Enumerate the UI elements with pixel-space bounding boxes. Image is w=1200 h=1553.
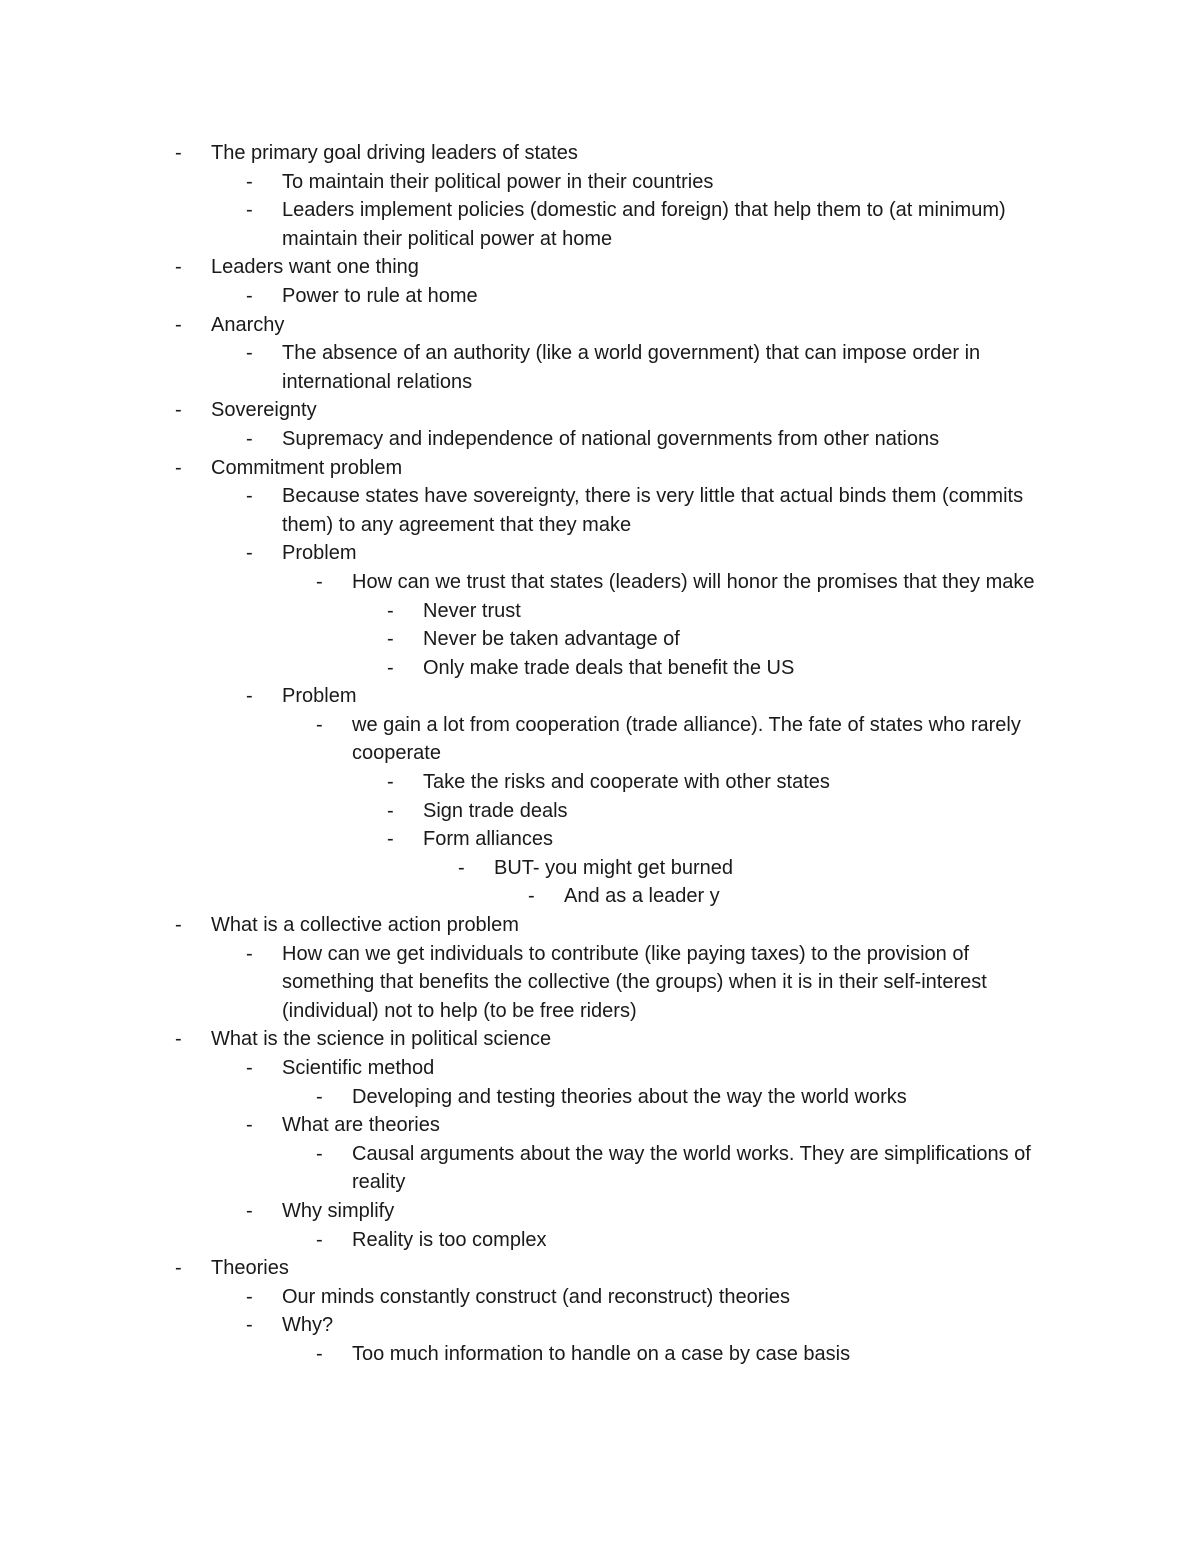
- list-item-text: Problem: [282, 685, 357, 708]
- bullet-dash-icon: -: [246, 1285, 253, 1308]
- bullet-dash-icon: -: [316, 1342, 323, 1365]
- list-item-text: Leaders want one thing: [211, 256, 419, 279]
- list-item: [0, 139, 1200, 168]
- bullet-dash-icon: -: [316, 713, 323, 736]
- bullet-dash-icon: -: [175, 256, 182, 279]
- list-item-text: The absence of an authority (like a world government) that can impose order in international relations: [282, 342, 981, 393]
- bullet-dash-icon: -: [246, 1199, 253, 1222]
- list-item: [0, 1025, 1200, 1054]
- bullet-dash-icon: -: [387, 656, 394, 679]
- bullet-dash-icon: -: [175, 1257, 182, 1280]
- bullet-dash-icon: -: [387, 628, 394, 651]
- list-item: [0, 654, 1200, 683]
- list-item-text: BUT- you might get burned: [494, 856, 734, 879]
- bullet-dash-icon: -: [316, 1085, 323, 1108]
- list-item-text: Take the risks and cooperate with other states: [423, 771, 830, 794]
- bullet-dash-icon: -: [175, 142, 182, 164]
- bullet-dash-icon: -: [316, 1228, 323, 1251]
- list-item-text: What are theories: [282, 1114, 440, 1137]
- list-item: [0, 311, 1200, 340]
- list-item-text: Only make trade deals that benefit the US: [423, 656, 795, 679]
- list-item-text: Anarchy: [211, 313, 285, 336]
- list-item: [0, 1140, 1200, 1197]
- list-item: [0, 1283, 1200, 1312]
- list-item-text: Never trust: [423, 599, 521, 622]
- bullet-dash-icon: -: [316, 1142, 323, 1165]
- bullet-dash-icon: -: [246, 1057, 253, 1079]
- list-item: [0, 1197, 1200, 1226]
- bullet-dash-icon: -: [246, 542, 253, 565]
- list-item: [0, 711, 1200, 768]
- list-item-text: Supremacy and independence of national governments from other nations: [282, 427, 940, 450]
- bullet-dash-icon: -: [246, 942, 253, 965]
- bullet-dash-icon: -: [387, 799, 394, 822]
- bullet-dash-icon: -: [175, 399, 182, 422]
- list-item-text: What is the science in political science: [211, 1028, 552, 1051]
- list-item-text: What is a collective action problem: [211, 914, 519, 937]
- list-item-text: Never be taken advantage of: [423, 628, 680, 651]
- list-item: [0, 1054, 1200, 1083]
- list-item: [0, 396, 1200, 425]
- list-item: [0, 1083, 1200, 1112]
- list-item: [0, 1254, 1200, 1283]
- list-item: [0, 911, 1200, 940]
- bullet-dash-icon: -: [246, 485, 253, 508]
- list-item-text: Why?: [282, 1314, 334, 1337]
- bullet-dash-icon: -: [246, 284, 253, 307]
- list-item-text: How can we trust that states (leaders) will honor the promises that they make: [352, 570, 1035, 593]
- bullet-dash-icon: -: [387, 828, 394, 851]
- list-item: [0, 425, 1200, 454]
- list-item-text: Leaders implement policies (domestic and foreign) that help them to (at minimum) maintain their political power at home: [282, 199, 1006, 250]
- bullet-outline: [0, 139, 1200, 1369]
- bullet-dash-icon: -: [175, 1028, 182, 1051]
- bullet-dash-icon: -: [246, 342, 253, 365]
- list-item-text: Scientific method: [282, 1057, 435, 1079]
- list-item: [0, 682, 1200, 711]
- list-item-text: The primary goal driving leaders of states: [211, 142, 578, 164]
- list-item-text: And as a leader y: [564, 885, 720, 908]
- list-item: [0, 597, 1200, 626]
- list-item: [0, 825, 1200, 854]
- bullet-dash-icon: -: [175, 456, 182, 479]
- bullet-dash-icon: -: [458, 856, 465, 879]
- list-item: [0, 1340, 1200, 1369]
- list-item: [0, 625, 1200, 654]
- list-item-text: Why simplify: [282, 1199, 395, 1222]
- bullet-dash-icon: -: [246, 1314, 253, 1337]
- list-item: [0, 1111, 1200, 1140]
- list-item: [0, 854, 1200, 883]
- list-item: [0, 568, 1200, 597]
- bullet-dash-icon: -: [175, 914, 182, 937]
- list-item: [0, 282, 1200, 311]
- bullet-dash-icon: -: [387, 599, 394, 622]
- list-item: [0, 253, 1200, 282]
- list-item: [0, 196, 1200, 253]
- list-item: [0, 168, 1200, 197]
- list-item: [0, 797, 1200, 826]
- list-item: [0, 1226, 1200, 1255]
- list-item-text: we gain a lot from cooperation (trade alliance). The fate of states who rarely cooperate: [352, 713, 1021, 765]
- list-item-text: Problem: [282, 542, 357, 565]
- list-item-text: Commitment problem: [211, 456, 403, 479]
- list-item: [0, 482, 1200, 539]
- bullet-dash-icon: -: [246, 170, 253, 193]
- list-item-text: Too much information to handle on a case by case basis: [352, 1342, 851, 1365]
- list-item-text: Causal arguments about the way the world works. They are simplifications of reality: [352, 1142, 1031, 1194]
- bullet-dash-icon: -: [387, 771, 394, 794]
- list-item: [0, 882, 1200, 911]
- bullet-dash-icon: -: [246, 199, 253, 222]
- list-item-text: Sovereignty: [211, 399, 317, 422]
- list-item-text: Developing and testing theories about the way the world works: [352, 1085, 907, 1108]
- list-item-text: Because states have sovereignty, there is very little that actual binds them (commits them) to any agreement that they make: [282, 485, 1024, 536]
- list-item-text: Form alliances: [423, 828, 554, 851]
- bullet-dash-icon: -: [175, 313, 182, 336]
- list-item-text: Sign trade deals: [423, 799, 568, 822]
- list-item: [0, 768, 1200, 797]
- list-item-text: Reality is too complex: [352, 1228, 547, 1251]
- list-item: [0, 339, 1200, 396]
- bullet-dash-icon: -: [246, 427, 253, 450]
- list-item-text: Power to rule at home: [282, 284, 478, 307]
- bullet-dash-icon: -: [316, 570, 323, 593]
- list-item: [0, 454, 1200, 483]
- list-item-text: Theories: [211, 1257, 289, 1280]
- bullet-dash-icon: -: [246, 685, 253, 708]
- list-item-text: To maintain their political power in their countries: [282, 170, 714, 193]
- bullet-dash-icon: -: [246, 1114, 253, 1137]
- list-item-text: How can we get individuals to contribute (like paying taxes) to the provision of something that benefits the collective (the groups) when it is in their self-interest (individual) not to help (to be free riders): [282, 942, 987, 1022]
- list-item: [0, 940, 1200, 1026]
- list-item: [0, 539, 1200, 568]
- list-item-text: Our minds constantly construct (and reconstruct) theories: [282, 1285, 790, 1308]
- bullet-dash-icon: -: [528, 885, 535, 908]
- list-item: [0, 1311, 1200, 1340]
